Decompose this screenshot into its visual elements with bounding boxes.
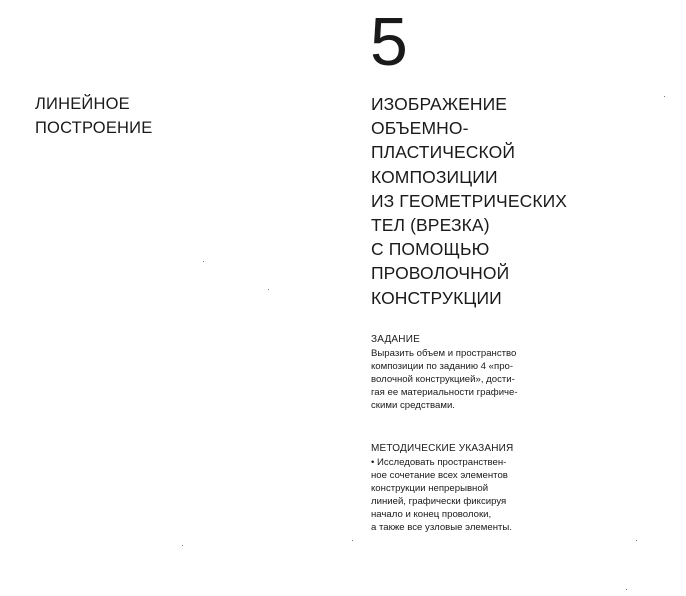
scan-speck — [352, 540, 353, 541]
task-text-line: скими средствами. — [371, 400, 455, 411]
chapter-title-line: С ПОМОЩЬЮ — [371, 239, 490, 260]
chapter-title-line: ИЗОБРАЖЕНИЕ — [371, 94, 508, 114]
chapter-title — [371, 92, 567, 310]
scan-speck — [182, 545, 183, 546]
section-title — [35, 92, 152, 140]
task-block — [371, 333, 518, 412]
chapter-title-line: КОНСТРУКЦИИ — [371, 287, 502, 308]
task-text-line: волочной конструкцией», дости- — [371, 374, 515, 385]
chapter-number: 5 — [370, 4, 408, 80]
method-text-line: конструкции непрерывной — [371, 483, 489, 494]
chapter-title-line: ПЛАСТИЧЕСКОЙ — [371, 142, 516, 163]
chapter-title-line: КОМПОЗИЦИИ — [371, 166, 498, 187]
section-title-line: ПОСТРОЕНИЕ — [35, 119, 153, 137]
task-text-line: композиции по заданию 4 «про- — [371, 361, 514, 372]
task-heading: ЗАДАНИЕ — [371, 334, 420, 345]
scan-speck — [268, 289, 269, 290]
method-heading: МЕТОДИЧЕСКИЕ УКАЗАНИЯ — [371, 443, 514, 454]
chapter-title-line: ТЕЛ (ВРЕЗКА) — [371, 215, 490, 236]
method-text-line: начало и конец проволоки, — [371, 509, 492, 520]
task-text-line: гая ее материальности графиче- — [371, 387, 518, 398]
method-block — [371, 442, 513, 534]
method-text-line: линией, графически фиксируя — [371, 496, 507, 507]
method-text-line: • Исследовать пространствен- — [371, 457, 507, 468]
section-title-line: ЛИНЕЙНОЕ — [35, 95, 130, 113]
scan-speck — [664, 96, 665, 97]
scan-speck — [203, 261, 204, 262]
scan-speck — [636, 540, 637, 541]
chapter-title-line: ИЗ ГЕОМЕТРИЧЕСКИХ — [371, 190, 568, 211]
chapter-title-line: ПРОВОЛОЧНОЙ — [371, 263, 510, 284]
method-text-line: ное сочетание всех элементов — [371, 470, 508, 481]
method-text-line: а также все узловые элементы. — [371, 522, 512, 533]
task-text-line: Выразить объем и пространство — [371, 348, 517, 359]
chapter-title-line: ОБЪЕМНО- — [371, 118, 469, 139]
scan-speck — [626, 589, 627, 590]
